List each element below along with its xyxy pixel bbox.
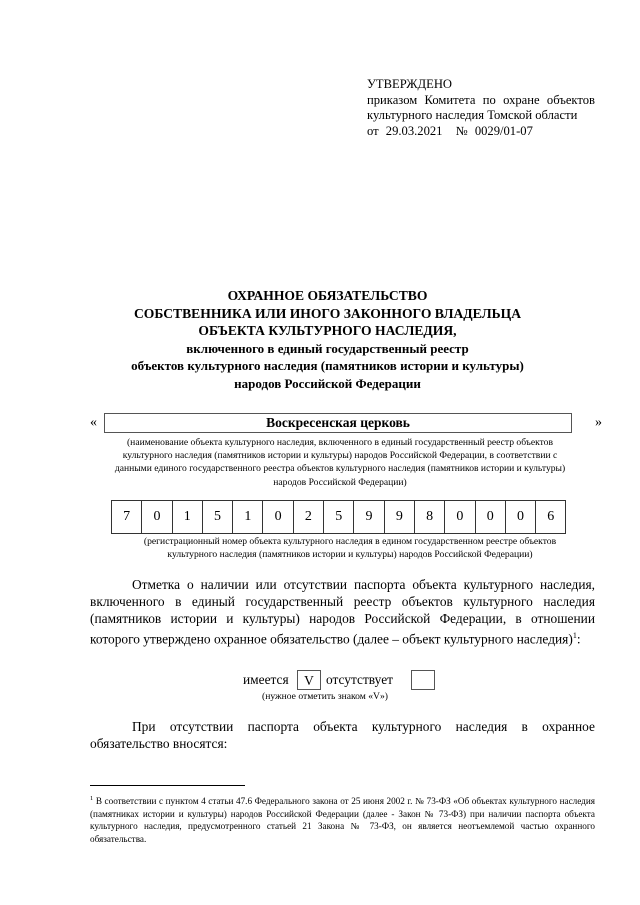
document-title: [80, 287, 575, 393]
registration-number: [112, 500, 566, 534]
registration-digit-cell: 7: [111, 500, 142, 534]
footnote-text: В соответствии с пунктом 4 статьи 47.6 Федерального закона от 25 июня 2002 г. № 73-ФЗ «Об объектах культурного наследия (памятниках истории и культуры) народов Российской Федерации (далее - Закон № 73-ФЗ) при наличии паспорта объекта культурного наследия, предусмотренного статьей 21 Закона № 73-ФЗ, он является неотъемлемой частью охранного обязательства.: [90, 796, 595, 844]
approval-word: охране: [503, 92, 540, 107]
title-line: народов Российской Федерации: [234, 375, 421, 391]
object-name-row: [90, 413, 602, 435]
approval-date: 29.03.2021: [385, 123, 443, 138]
approval-block: [367, 77, 607, 139]
footnote-number: 1: [90, 795, 94, 802]
approval-number: 0029/01-07: [474, 123, 533, 138]
passport-suffix: :: [576, 631, 581, 647]
approval-committee-line: культурного наследия Томской области: [367, 108, 578, 123]
approval-word: приказом: [367, 92, 418, 107]
approval-word: по: [482, 92, 496, 107]
approval-order-line: [367, 93, 595, 109]
registration-digit-cell: 6: [535, 500, 566, 534]
registration-digit-cell: 9: [384, 500, 415, 534]
registration-digit-cell: 0: [475, 500, 506, 534]
approval-heading: УТВЕРЖДЕНО: [367, 77, 453, 91]
registration-digit-cell: 8: [414, 500, 445, 534]
title-line: ОБЪЕКТА КУЛЬТУРНОГО НАСЛЕДИЯ,: [198, 323, 457, 339]
mark-caption: (нужное отметить знаком «V»): [262, 691, 388, 702]
passport-text: Отметка о наличии или отсутствии паспорта объекта культурного наследия, включенного в единый государственный реестр объектов культурного наследия (памятников истории и культуры) народов Российской Федерации, в отношении которого утверждено охранное обязательство (далее – объект культурного наследия): [90, 577, 595, 647]
title-line: включенного в единый государственный реестр: [186, 340, 469, 356]
quote-close: »: [595, 415, 602, 430]
approval-number-sign: №: [455, 123, 468, 138]
title-line: ОХРАННОЕ ОБЯЗАТЕЛЬСТВО: [227, 288, 428, 303]
registration-digit-cell: 1: [232, 500, 263, 534]
title-line: объектов культурного наследия (памятников истории и культуры): [131, 358, 524, 374]
registration-digit-cell: 5: [323, 500, 354, 534]
title-line: СОБСТВЕННИКА ИЛИ ИНОГО ЗАКОННОГО ВЛАДЕЛЬЦА: [133, 305, 522, 321]
registration-caption: (регистрационный номер объекта культурного наследия в едином государственном реестре объектов культурного наследия (памятников истории и культуры) народов Российской Федерации): [143, 536, 557, 561]
footnote-divider: [90, 785, 245, 786]
absence-text: При отсутствии паспорта объекта культурного наследия в охранное обязательство вносятся:: [90, 719, 595, 751]
registration-digit-cell: 0: [262, 500, 293, 534]
registration-digit-cell: 5: [202, 500, 233, 534]
registration-digit-cell: 0: [505, 500, 536, 534]
object-name-field: Воскресенская церковь: [104, 413, 572, 433]
approval-word: Комитета: [424, 92, 476, 107]
passport-paragraph: [90, 576, 595, 647]
has-passport-label: имеется: [243, 672, 289, 687]
approval-word: объектов: [546, 92, 595, 107]
registration-digit-cell: 1: [172, 500, 203, 534]
quote-open: «: [90, 415, 97, 430]
has-passport-checkbox: V: [297, 670, 321, 690]
absence-paragraph: [90, 718, 595, 752]
registration-digit-cell: 0: [444, 500, 475, 534]
absent-passport-checkbox: [411, 670, 435, 690]
footnote: [90, 793, 595, 845]
absent-passport-label: отсутствует: [326, 672, 393, 687]
registration-digit-cell: 0: [141, 500, 172, 534]
approval-date-line: [367, 124, 607, 140]
object-name-caption: (наименование объекта культурного наследия, включенного в единый государственный реестр объектов культурного наследия (памятников истории и культуры) народов Российской Федерации, в соответствии с данными единого государственного реестра объектов культурного наследия (памятников истории и культуры) народов Российской Федерации): [114, 437, 566, 488]
registration-digit-cell: 9: [353, 500, 384, 534]
approval-date-prefix: от: [367, 123, 379, 138]
footnote-ref: 1: [572, 631, 577, 640]
registration-digit-cell: 2: [293, 500, 324, 534]
